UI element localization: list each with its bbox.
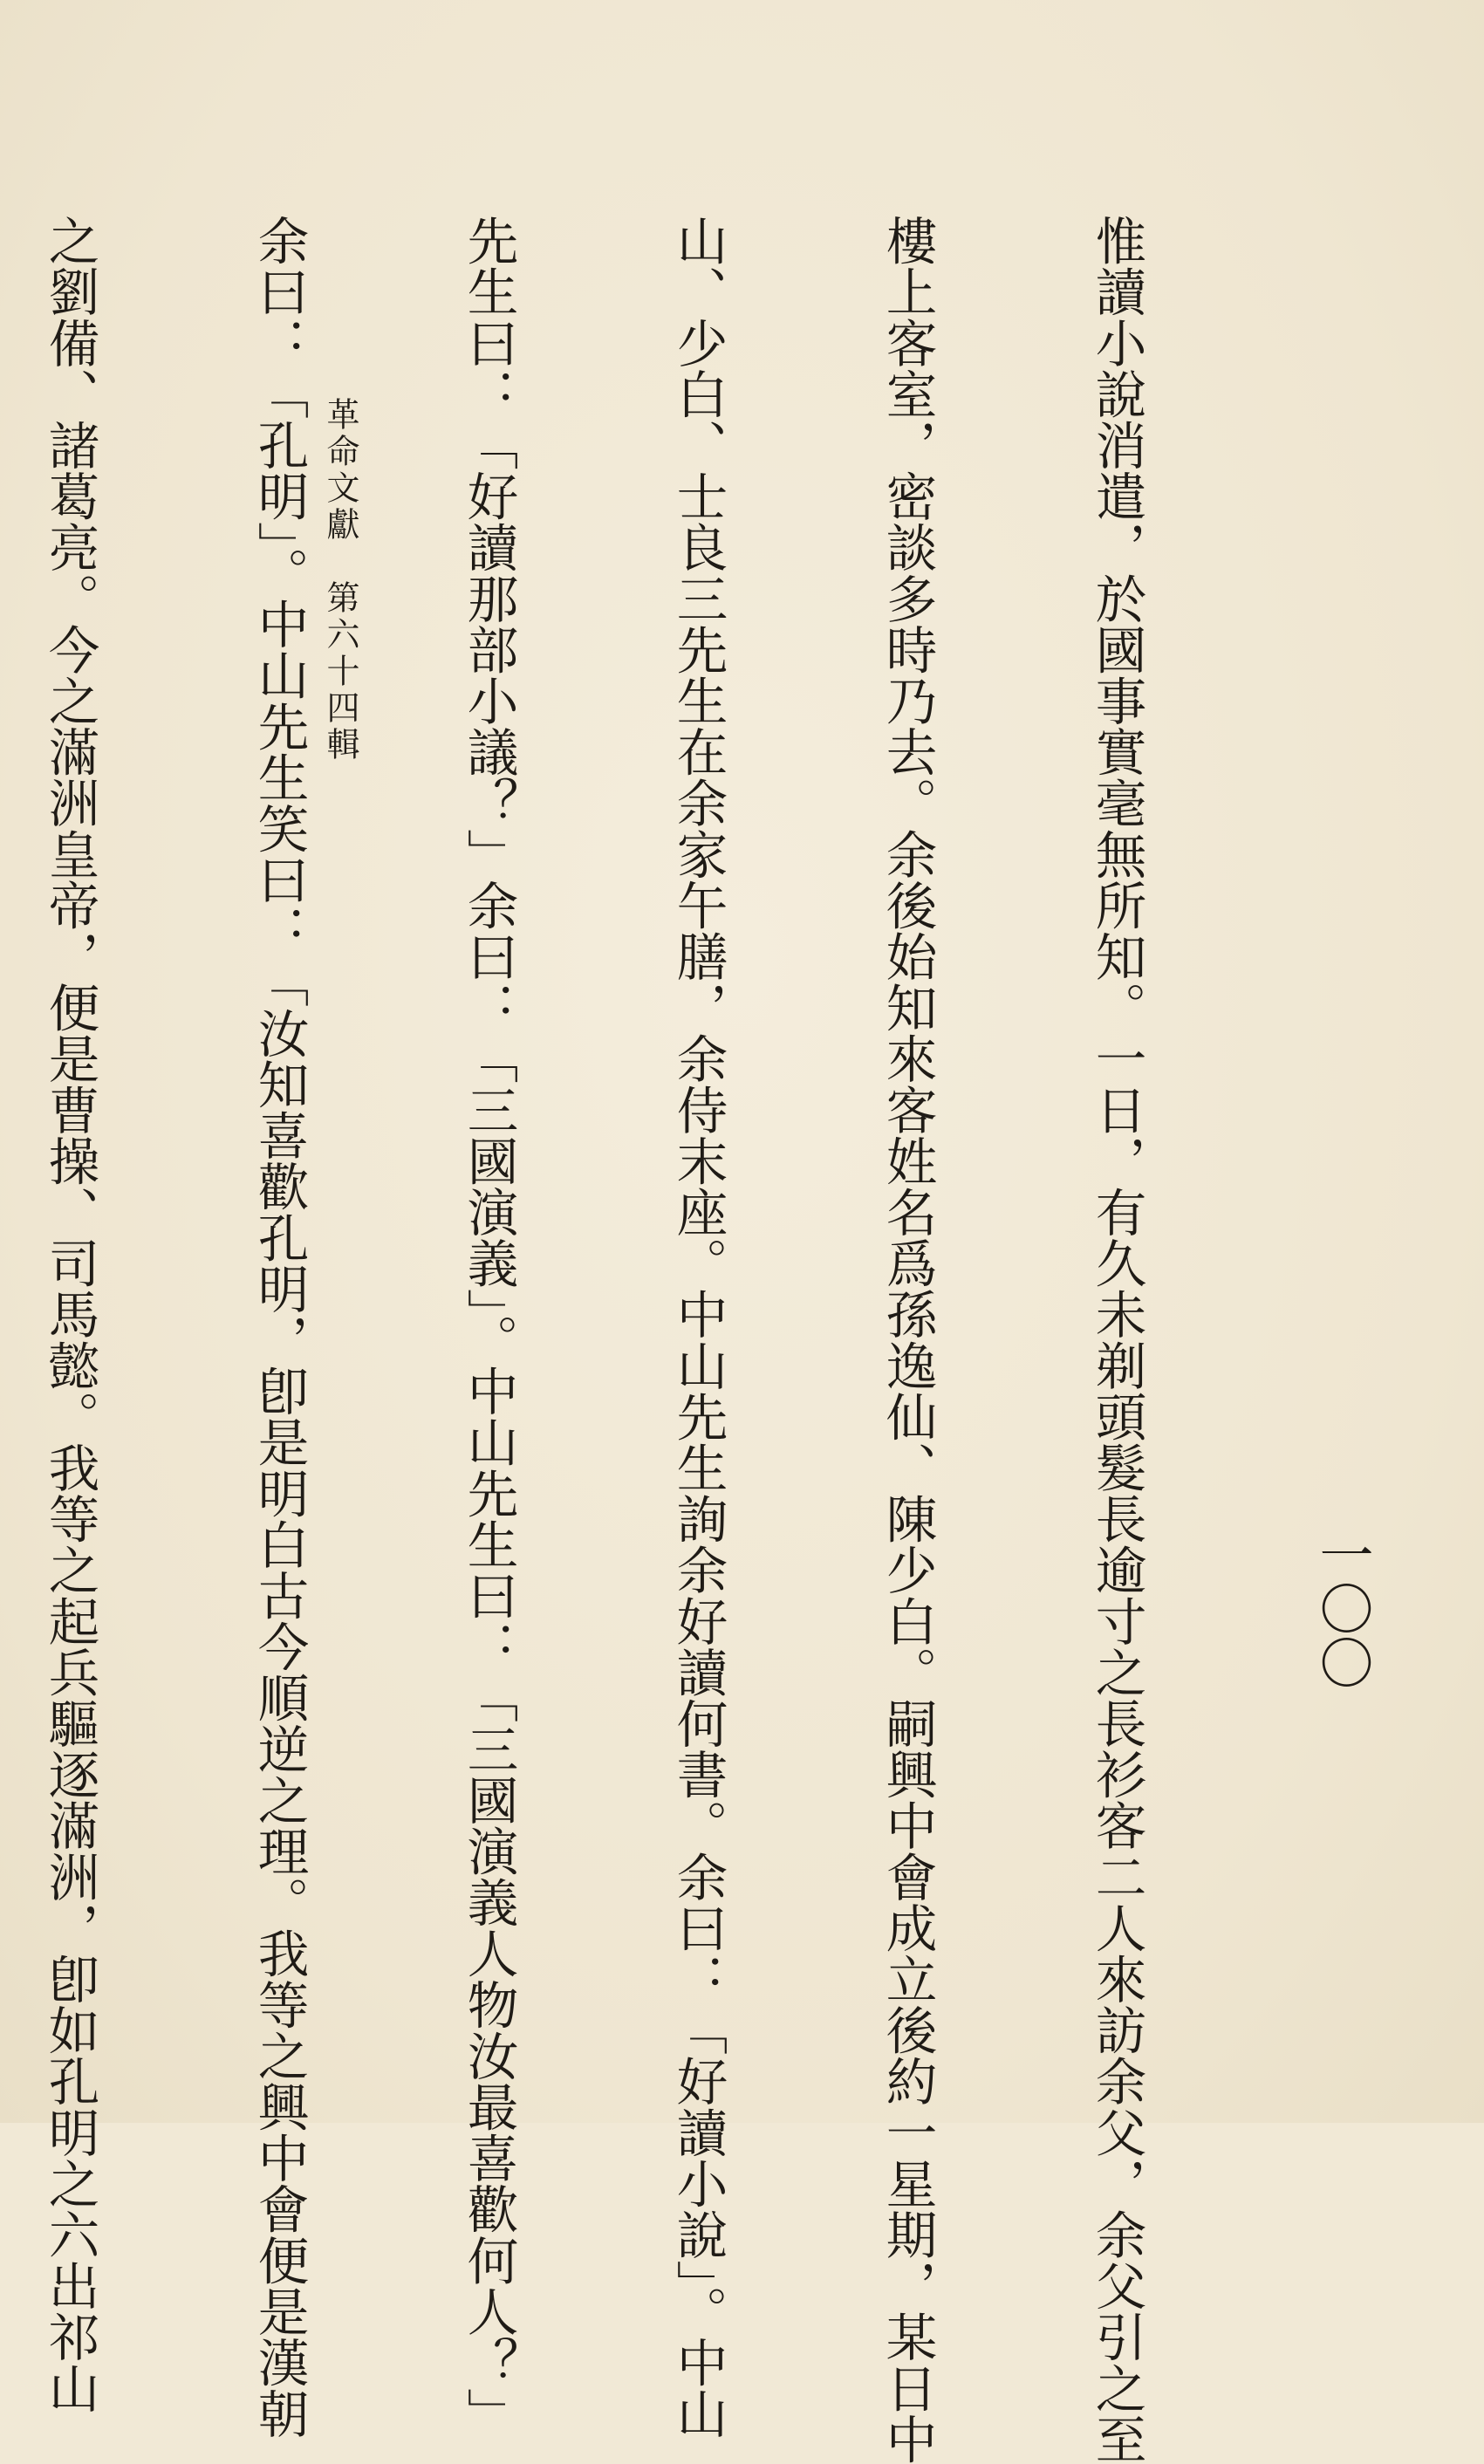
text-column-4: 先生曰：「好讀那部小議？」余曰：「三國演義」。中山先生曰：「三國演義人物汝最喜歡何人？」	[459, 215, 518, 2440]
text-column-3: 山、少白、士良三先生在余家午膳，余侍末座。中山先生詢余好讀何書。余曰：「好讀小說」。中山	[668, 215, 728, 2440]
text-column-5: 余曰：「孔明」。中山先生笑曰：「汝知喜歡孔明，卽是明白古今順逆之理。我等之興中會便是漢朝	[250, 215, 309, 2440]
running-header-title: 革命文獻 第六十四輯	[321, 397, 359, 763]
text-column-6: 之劉備、諸葛亮。今之滿洲皇帝，便是曹操、司馬懿。我等之起兵驅逐滿洲，卽如孔明之六出祁山	[40, 215, 99, 2413]
text-column-1: 惟讀小說消遣，於國事實毫無所知。一日，有久未剃頭髮長逾寸之長衫客二人來訪余父，余父引之至	[1087, 215, 1146, 2464]
page-number: 一〇〇	[1310, 1527, 1374, 1689]
body-text	[40, 215, 1291, 2464]
text-column-2: 樓上客室，密談多時乃去。余後始知來客姓名爲孫逸仙、陳少白。嗣興中會成立後約一星期，某日中	[878, 215, 937, 2464]
